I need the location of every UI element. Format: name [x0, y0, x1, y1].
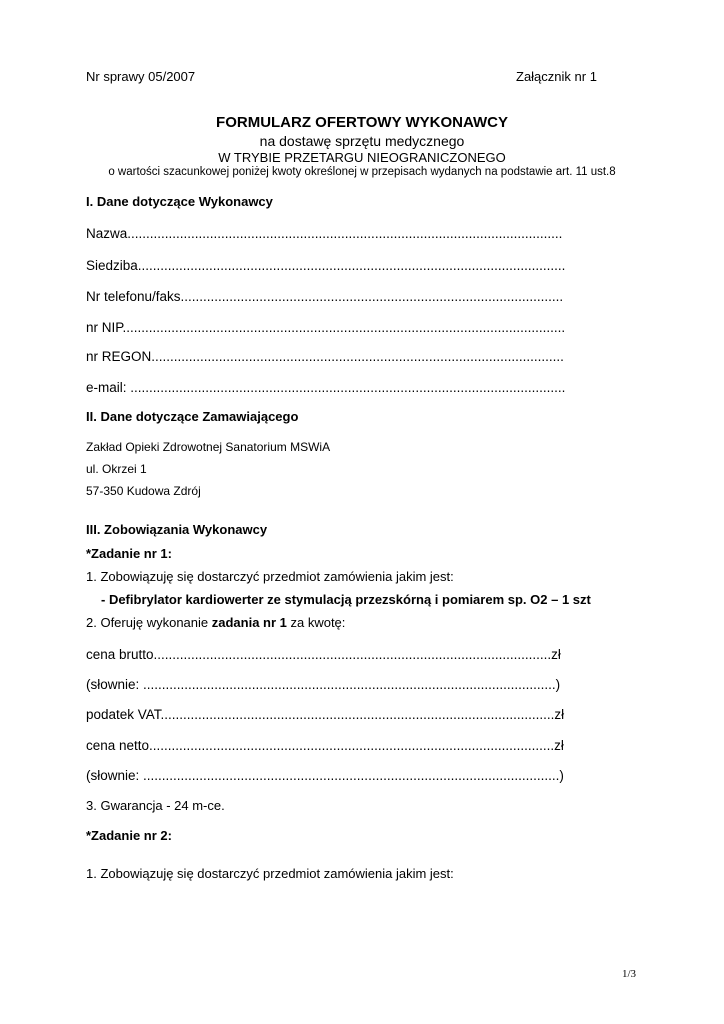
field-name: Nazwa....................................................................................................................	[86, 226, 563, 241]
section-1-heading: I. Dane dotyczące Wykonawcy	[86, 194, 273, 209]
field-address: Siedziba..................................................................................................................	[86, 258, 566, 273]
buyer-street: ul. Okrzei 1	[86, 462, 147, 476]
attachment-label: Załącznik nr 1	[516, 69, 597, 84]
price-gross-words: (słownie: ..............................................................................................................)	[86, 677, 561, 692]
form-subtitle: na dostawę sprzętu medycznego	[259, 133, 465, 149]
buyer-name: Zakład Opieki Zdrowotnej Sanatorium MSWiA	[86, 440, 331, 454]
offer-prefix: 2. Oferuję wykonanie	[86, 615, 212, 630]
buyer-city: 57-350 Kudowa Zdrój	[86, 484, 201, 498]
field-email: e-mail: ....................................................................................................................	[86, 380, 566, 395]
case-number: Nr sprawy 05/2007	[86, 69, 196, 84]
vat-amount: podatek VAT.........................................................................................................zł	[86, 707, 565, 722]
offer-task: zadania nr 1	[211, 615, 287, 630]
price-net: cena netto............................................................................................................zł	[86, 738, 564, 753]
tender-mode: W TRYBIE PRZETARGU NIEOGRANICZONEGO	[218, 150, 506, 165]
price-gross: cena brutto..........................................................................................................zł	[86, 647, 561, 662]
offer-suffix: za kwotę:	[286, 615, 346, 630]
offer-line	[86, 615, 345, 630]
field-phone-fax: Nr telefonu/faks......................................................................................................	[86, 289, 564, 304]
item-1: - Defibrylator kardiowerter ze stymulacją przezskórną i pomiarem sp. O2 – 1 szt	[101, 592, 591, 607]
section-3-heading: III. Zobowiązania Wykonawcy	[86, 522, 268, 537]
value-note: o wartości szacunkowej poniżej kwoty określonej w przepisach wydanych na podstawie art. 11 ust.8	[108, 166, 616, 178]
task-2-label: *Zadanie nr 2:	[86, 828, 172, 843]
field-regon: nr REGON..............................................................................................................	[86, 349, 564, 364]
page-number: 1/3	[622, 968, 637, 980]
warranty: 3. Gwarancja - 24 m-ce.	[86, 798, 225, 813]
field-nip: nr NIP......................................................................................................................	[86, 320, 566, 335]
task-1-label: *Zadanie nr 1:	[86, 546, 172, 561]
commit-1: 1. Zobowiązuję się dostarczyć przedmiot zamówienia jakim jest:	[86, 569, 454, 584]
commit-2: 1. Zobowiązuję się dostarczyć przedmiot zamówienia jakim jest:	[86, 866, 454, 881]
form-title: FORMULARZ OFERTOWY WYKONAWCY	[216, 114, 508, 131]
section-2-heading: II. Dane dotyczące Zamawiającego	[86, 409, 299, 424]
price-net-words: (słownie: ...............................................................................................................)	[86, 768, 564, 783]
